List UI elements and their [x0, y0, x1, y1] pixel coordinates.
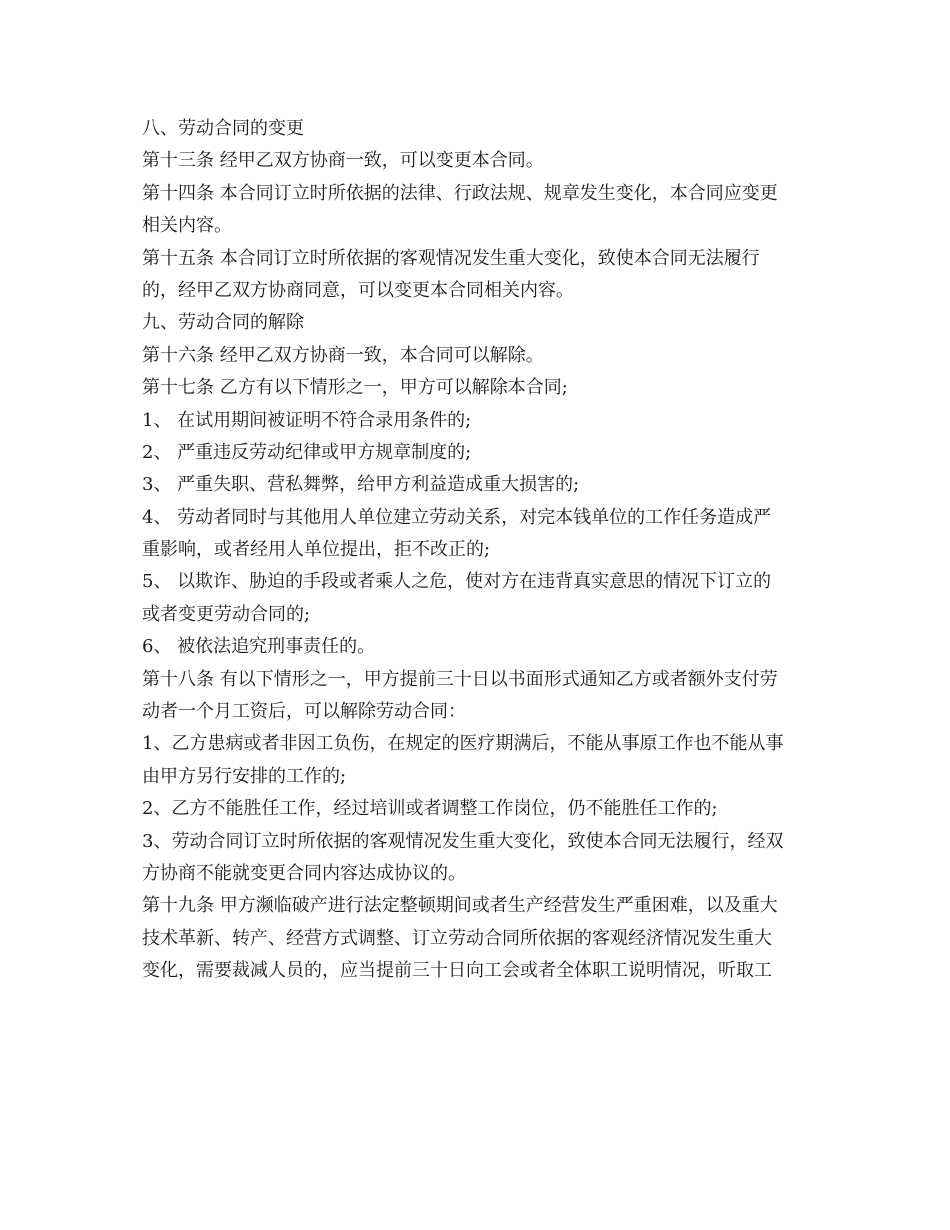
article-13: 第十三条 经甲乙双方协商一致，可以变更本合同。 [142, 150, 544, 172]
article-18: 第十八条 有以下情形之一，甲方提前三十日以书面形式通知乙方或者额外支付劳 [142, 668, 778, 690]
list-item: 1、乙方患病或者非因工负伤，在规定的医疗期满后，不能从事原工作也不能从事 [142, 733, 784, 755]
list-item: 3、劳动合同订立时所依据的客观情况发生重大变化，致使本合同无法履行，经双 [142, 830, 784, 852]
document-body [142, 113, 814, 988]
list-item: 2、 严重违反劳动纪律或甲方规章制度的; [142, 441, 472, 463]
section-heading-termination: 九、劳动合同的解除 [142, 312, 304, 334]
article-16: 第十六条 经甲乙双方协商一致，本合同可以解除。 [142, 344, 544, 366]
section-heading-amendment: 八、劳动合同的变更 [142, 118, 304, 139]
list-item: 5、 以欺诈、胁迫的手段或者乘人之危，使对方在违背真实意思的情况下订立的 [142, 571, 772, 593]
article-14: 第十四条 本合同订立时所依据的法律、行政法规、规章发生变化，本合同应变更 [142, 182, 778, 204]
list-item: 2、乙方不能胜任工作，经过培训或者调整工作岗位，仍不能胜任工作的; [142, 798, 718, 820]
list-item: 4、 劳动者同时与其他用人单位建立劳动关系，对完本钱单位的工作任务造成严 [142, 506, 772, 528]
list-item-continued: 由甲方另行安排的工作的; [142, 765, 347, 787]
article-18-continued: 动者一个月工资后，可以解除劳动合同： [142, 701, 466, 723]
article-17: 第十七条 乙方有以下情形之一，甲方可以解除本合同; [142, 377, 568, 399]
article-19: 第十九条 甲方濒临破产进行法定整顿期间或者生产经营发生严重困难，以及重大 [142, 895, 778, 917]
article-19-continued: 技术革新、转产、经营方式调整、订立劳动合同所依据的客观经济情况发生重大 [142, 927, 772, 949]
list-item-continued: 重影响，或者经用人单位提出，拒不改正的; [142, 539, 491, 561]
list-item: 6、 被依法追究刑事责任的。 [142, 636, 376, 658]
article-19-continued: 变化，需要裁减人员的，应当提前三十日向工会或者全体职工说明情况，听取工 [142, 960, 772, 982]
list-item-continued: 方协商不能就变更合同内容达成协议的。 [142, 862, 466, 884]
list-item: 3、 严重失职、营私舞弊，给甲方利益造成重大损害的; [142, 474, 580, 496]
list-item-continued: 或者变更劳动合同的; [142, 603, 311, 625]
article-15-continued: 的，经甲乙双方协商同意，可以变更本合同相关内容。 [142, 279, 574, 301]
article-15: 第十五条 本合同订立时所依据的客观情况发生重大变化，致使本合同无法履行 [142, 247, 760, 269]
article-14-continued: 相关内容。 [142, 215, 232, 237]
list-item: 1、 在试用期间被证明不符合录用条件的; [142, 409, 472, 431]
